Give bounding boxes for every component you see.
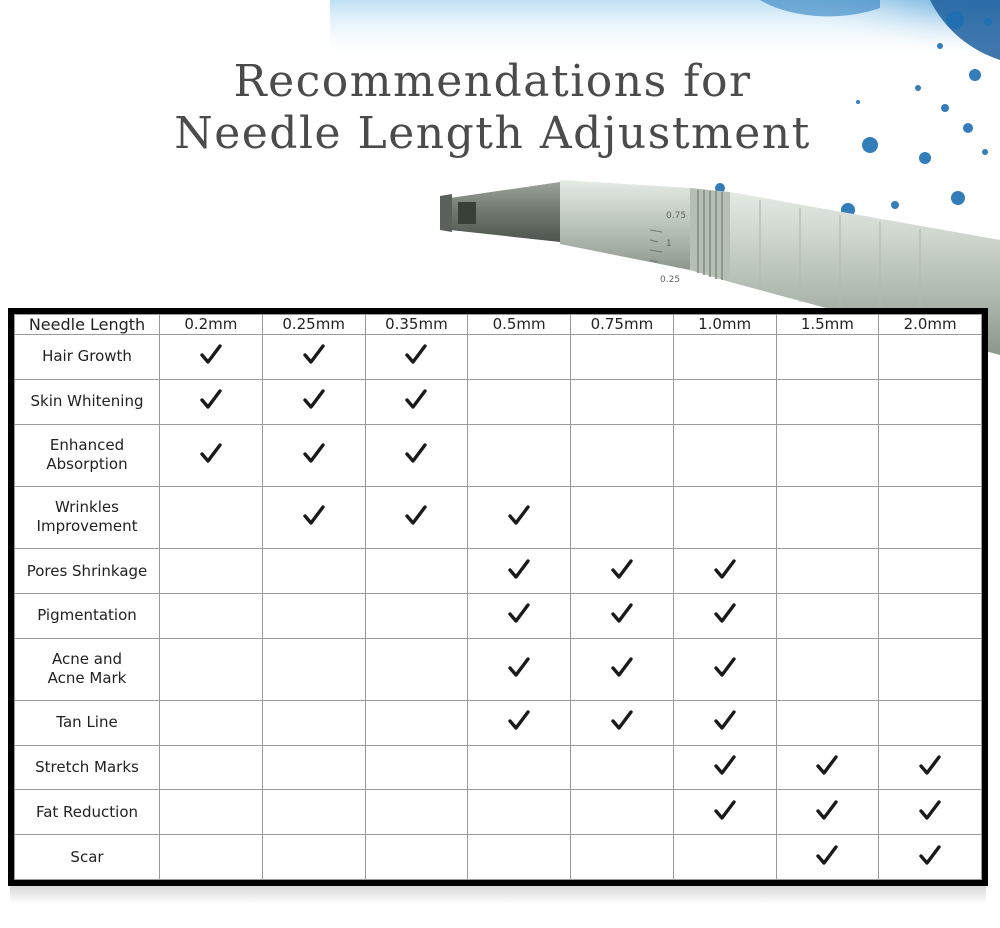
table-cell [160,335,263,380]
page-title [0,56,985,160]
table-cell [365,379,468,424]
pen-scale-075: 0.75 [666,211,687,221]
table-cell [571,835,674,880]
table-cell [365,700,468,745]
table-cell [160,790,263,835]
table-cell [879,379,982,424]
table-row [15,790,982,835]
checkmark-icon [405,442,427,464]
table-cell [776,638,879,700]
table-cell [262,700,365,745]
table-cell [673,379,776,424]
checkmark-icon [508,558,530,580]
pen-scale-025: 0.25 [660,275,681,285]
table-cell [879,790,982,835]
table-cell [468,700,571,745]
table-cell [673,593,776,638]
checkmark-icon [303,442,325,464]
checkmark-icon [919,754,941,776]
treatment-label: Enhanced Absorption [15,424,160,486]
table-row [15,700,982,745]
table-cell [160,638,263,700]
table-cell [262,593,365,638]
table-cell [160,424,263,486]
table-cell [571,424,674,486]
table-cell [571,486,674,548]
table-cell [673,424,776,486]
checkmark-icon [816,799,838,821]
treatment-label: Acne and Acne Mark [15,638,160,700]
table-cell [776,745,879,790]
table-row [15,638,982,700]
table-cell [160,700,263,745]
table-cell [879,700,982,745]
table-cell [365,593,468,638]
treatment-label: Fat Reduction [15,790,160,835]
checkmark-icon [714,656,736,678]
checkmark-icon [508,656,530,678]
table-cell [262,790,365,835]
recommendation-table [14,314,982,880]
checkmark-icon [200,343,222,365]
checkmark-icon [816,754,838,776]
table-row [15,424,982,486]
treatment-label: Skin Whitening [15,379,160,424]
treatment-label: Scar [15,835,160,880]
table-cell [262,486,365,548]
table-row [15,745,982,790]
table-cell [776,593,879,638]
table-cell [365,790,468,835]
table-cell [262,638,365,700]
table-cell [673,700,776,745]
length-header: 1.5mm [776,315,879,335]
table-cell [468,745,571,790]
needle-length-table [8,308,988,886]
table-cell [365,835,468,880]
table-cell [365,335,468,380]
checkmark-icon [200,388,222,410]
table-cell [879,593,982,638]
table-cell [365,486,468,548]
title-line-2: Needle Length Adjustment [174,108,811,159]
checkmark-icon [405,388,427,410]
checkmark-icon [919,799,941,821]
table-cell [673,745,776,790]
title-line-1: Recommendations for [233,56,752,107]
table-cell [879,745,982,790]
table-cell [879,335,982,380]
checkmark-icon [508,709,530,731]
checkmark-icon [611,656,633,678]
table-cell [262,745,365,790]
checkmark-icon [303,504,325,526]
table-cell [571,745,674,790]
table-cell [262,424,365,486]
table-cell [160,379,263,424]
table-cell [776,379,879,424]
table-row [15,486,982,548]
length-header: 1.0mm [673,315,776,335]
checkmark-icon [611,709,633,731]
table-cell [468,835,571,880]
length-header: 0.35mm [365,315,468,335]
checkmark-icon [508,602,530,624]
length-header: 0.75mm [571,315,674,335]
length-header: 0.25mm [262,315,365,335]
table-cell [776,790,879,835]
checkmark-icon [200,442,222,464]
table-row [15,549,982,594]
table-cell [468,486,571,548]
table-cell [571,549,674,594]
table-cell [160,835,263,880]
table-cell [160,549,263,594]
pen-scale-1: 1 [666,239,672,249]
table-cell [468,549,571,594]
checkmark-icon [714,799,736,821]
table-cell [160,593,263,638]
header-row [15,315,982,335]
table-cell [160,745,263,790]
table-row [15,379,982,424]
checkmark-icon [303,343,325,365]
table-cell [262,549,365,594]
table-cell [571,638,674,700]
table-cell [571,335,674,380]
table-cell [468,424,571,486]
table-cell [879,835,982,880]
table-cell [468,379,571,424]
treatment-label: Stretch Marks [15,745,160,790]
table-cell [571,790,674,835]
table-cell [571,379,674,424]
checkmark-icon [919,844,941,866]
table-cell [571,593,674,638]
checkmark-icon [714,709,736,731]
table-cell [468,638,571,700]
treatment-label: Pores Shrinkage [15,549,160,594]
table-cell [673,335,776,380]
table-cell [468,593,571,638]
treatment-label: Wrinkles Improvement [15,486,160,548]
table-cell [262,335,365,380]
checkmark-icon [611,558,633,580]
table-cell [776,700,879,745]
table-cell [673,790,776,835]
checkmark-icon [714,754,736,776]
checkmark-icon [714,602,736,624]
table-shadow [10,886,986,904]
treatment-label: Tan Line [15,700,160,745]
table-cell [365,745,468,790]
table-cell [365,424,468,486]
length-header: 0.2mm [160,315,263,335]
table-cell [879,424,982,486]
checkmark-icon [405,343,427,365]
checkmark-icon [405,504,427,526]
table-cell [776,486,879,548]
table-cell [776,549,879,594]
table-cell [673,486,776,548]
table-cell [776,335,879,380]
length-header: 2.0mm [879,315,982,335]
length-header: 0.5mm [468,315,571,335]
table-cell [673,549,776,594]
table-cell [879,638,982,700]
table-row [15,335,982,380]
checkmark-icon [611,602,633,624]
table-cell [776,835,879,880]
treatment-label: Pigmentation [15,593,160,638]
table-cell [776,424,879,486]
corner-header: Needle Length [15,315,160,335]
treatment-label: Hair Growth [15,335,160,380]
table-cell [468,790,571,835]
table-cell [673,835,776,880]
table-cell [879,486,982,548]
checkmark-icon [816,844,838,866]
checkmark-icon [508,504,530,526]
checkmark-icon [714,558,736,580]
table-cell [262,835,365,880]
table-cell [879,549,982,594]
table-cell [365,638,468,700]
table-cell [571,700,674,745]
checkmark-icon [303,388,325,410]
table-cell [673,638,776,700]
table-cell [160,486,263,548]
table-row [15,835,982,880]
table-row [15,593,982,638]
table-cell [262,379,365,424]
table-cell [468,335,571,380]
table-cell [365,549,468,594]
